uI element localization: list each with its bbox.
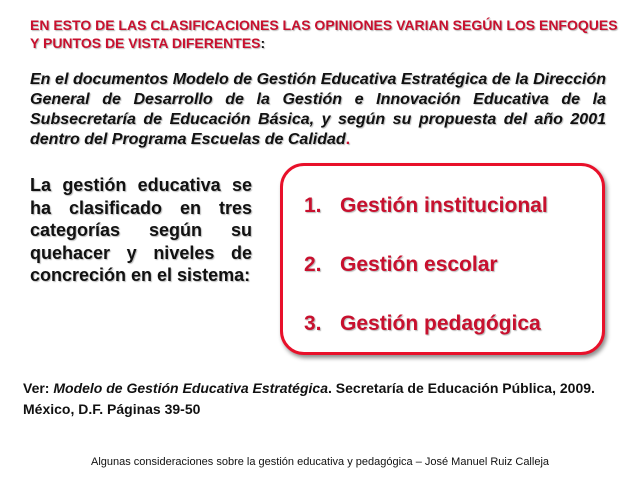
slide-footer: Algunas consideraciones sobre la gestión educativa y pedagógica – José Manuel Ruiz Calleja — [91, 456, 550, 468]
classification-description: La gestión educativa se ha clasificado en tres categorías según su quehacer y niveles de concreción en el sistema: — [30, 175, 252, 285]
category-item — [304, 311, 541, 337]
category-item — [304, 252, 498, 278]
slide-heading-text: EN ESTO DE LAS CLASIFICACIONES LAS OPINIONES VARIAN SEGÚN LOS ENFOQUES Y PUNTOS DE VISTA DIFERENTES — [30, 17, 618, 51]
reference-title: Modelo de Gestión Educativa Estratégica — [53, 380, 328, 396]
category-label: Gestión pedagógica — [340, 312, 541, 335]
intro-end-mark: . — [345, 131, 351, 148]
category-item — [304, 193, 548, 219]
intro-text: En el documentos Modelo de Gestión Educativa Estratégica de la Dirección General de Desarrollo de la Gestión e Innovación Educativa de la Subsecretaría de Educación Básica, y según su propuesta del año 2001 dentro del Programa Escuelas de Calidad — [30, 71, 606, 148]
reference-details: . Secretaría de Educación Pública, 2009. México, D.F. Páginas 39-50 — [23, 380, 595, 417]
slide-heading — [30, 16, 620, 52]
category-number: 3. — [304, 312, 322, 335]
categories-box — [280, 163, 605, 355]
intro-paragraph — [30, 70, 606, 150]
category-label: Gestión escolar — [340, 253, 498, 276]
category-label: Gestión institucional — [340, 194, 548, 217]
category-number: 1. — [304, 194, 322, 217]
reference-citation — [23, 378, 613, 420]
category-number: 2. — [304, 253, 322, 276]
slide-heading-colon: : — [260, 35, 266, 51]
reference-prefix: Ver: — [23, 380, 54, 396]
